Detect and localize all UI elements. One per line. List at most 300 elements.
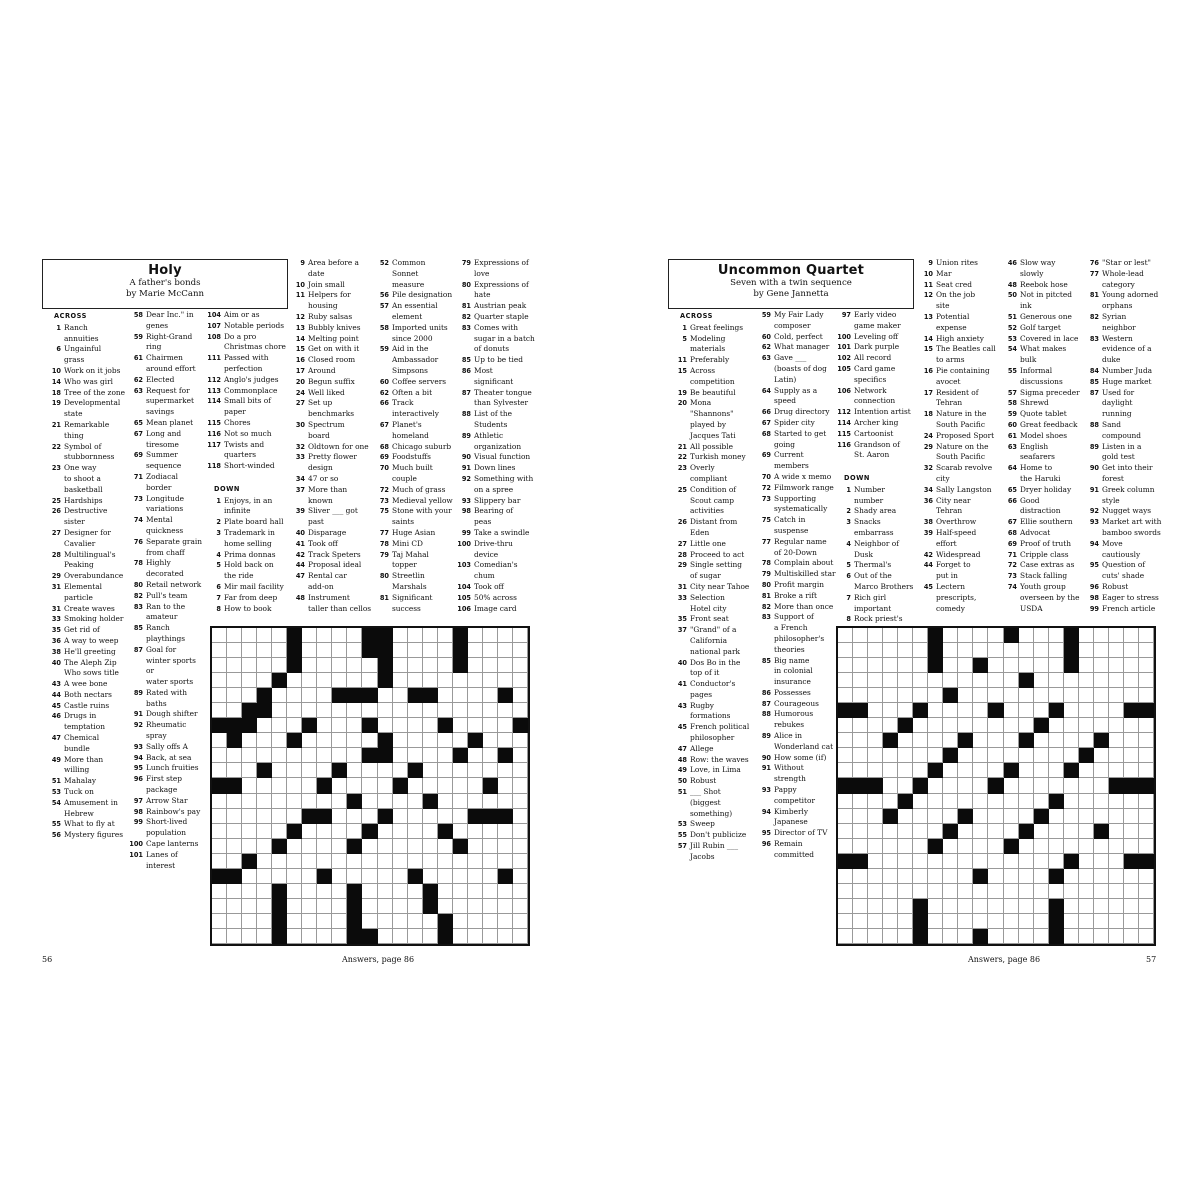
grid-cell[interactable] (317, 899, 332, 914)
grid-cell[interactable] (1034, 688, 1049, 703)
grid-cell[interactable] (513, 914, 528, 929)
clue-item[interactable] (1002, 485, 1084, 496)
grid-cell[interactable] (332, 643, 347, 658)
clue-item[interactable] (672, 668, 756, 679)
clue-item[interactable] (128, 828, 206, 839)
grid-cell[interactable] (212, 748, 227, 763)
clue-item[interactable] (756, 720, 836, 731)
grid-cell[interactable] (1139, 794, 1154, 809)
grid-cell[interactable] (227, 643, 242, 658)
grid-cell[interactable] (302, 763, 317, 778)
grid-cell[interactable] (958, 869, 973, 884)
grid-cell[interactable] (1139, 733, 1154, 748)
grid-cell[interactable] (913, 718, 928, 733)
clue-item[interactable] (918, 301, 1002, 312)
clue-item[interactable] (756, 558, 836, 569)
grid-cell[interactable] (1019, 643, 1034, 658)
grid-cell[interactable] (408, 673, 423, 688)
grid-cell[interactable] (1139, 643, 1154, 658)
clue-item[interactable] (374, 420, 458, 431)
grid-cell[interactable] (453, 824, 468, 839)
grid-cell[interactable] (347, 628, 362, 643)
grid-cell[interactable] (1094, 658, 1109, 673)
grid-cell[interactable] (242, 658, 257, 673)
grid-cell[interactable] (393, 643, 408, 658)
clue-item[interactable] (374, 528, 458, 539)
clue-item[interactable] (456, 474, 542, 485)
grid-cell[interactable] (257, 914, 272, 929)
grid-cell[interactable] (393, 763, 408, 778)
clue-item[interactable] (128, 450, 206, 461)
grid-cell[interactable] (272, 794, 287, 809)
grid-cell[interactable] (883, 869, 898, 884)
grid-cell[interactable] (378, 688, 393, 703)
grid-cell[interactable] (1094, 703, 1109, 718)
grid-cell[interactable] (898, 884, 913, 899)
clue-item[interactable] (756, 461, 836, 472)
grid-cell[interactable] (1004, 688, 1019, 703)
clue-item[interactable] (206, 506, 286, 517)
grid-cell[interactable] (272, 854, 287, 869)
grid-cell[interactable] (498, 673, 513, 688)
grid-cell[interactable] (513, 778, 528, 793)
clue-item[interactable] (456, 334, 542, 345)
clue-item[interactable] (672, 517, 756, 528)
grid-cell[interactable] (1139, 824, 1154, 839)
clue-item[interactable] (456, 517, 542, 528)
clue-item[interactable] (918, 571, 1002, 582)
clue-item[interactable] (128, 375, 206, 386)
grid-cell[interactable] (212, 914, 227, 929)
clue-item[interactable] (374, 312, 458, 323)
clue-item[interactable] (756, 515, 836, 526)
grid-cell[interactable] (853, 748, 868, 763)
grid-cell[interactable] (287, 778, 302, 793)
clue-item[interactable] (672, 485, 756, 496)
grid-cell[interactable] (272, 809, 287, 824)
grid-cell[interactable] (332, 628, 347, 643)
clue-item[interactable] (290, 398, 374, 409)
clue-item[interactable] (672, 604, 756, 615)
grid-cell[interactable] (1124, 824, 1139, 839)
clue-item[interactable] (128, 342, 206, 353)
grid-cell[interactable] (287, 688, 302, 703)
clue-item[interactable] (46, 679, 128, 690)
grid-cell[interactable] (513, 733, 528, 748)
grid-cell[interactable] (928, 884, 943, 899)
grid-cell[interactable] (242, 688, 257, 703)
grid-cell[interactable] (1004, 748, 1019, 763)
grid-cell[interactable] (453, 899, 468, 914)
grid-cell[interactable] (1124, 899, 1139, 914)
grid-cell[interactable] (257, 673, 272, 688)
clue-item[interactable] (46, 334, 128, 345)
grid-cell[interactable] (257, 899, 272, 914)
clue-item[interactable] (46, 571, 128, 582)
clue-item[interactable] (836, 582, 916, 593)
clue-item[interactable] (290, 269, 374, 280)
clue-item[interactable] (46, 528, 128, 539)
clue-item[interactable] (456, 344, 542, 355)
grid-cell[interactable] (408, 778, 423, 793)
clue-item[interactable] (672, 506, 756, 517)
clue-item[interactable] (918, 334, 1002, 345)
grid-cell[interactable] (883, 703, 898, 718)
clue-item[interactable] (672, 431, 756, 442)
grid-cell[interactable] (1094, 673, 1109, 688)
clue-item[interactable] (1084, 550, 1168, 561)
clue-item[interactable] (206, 386, 286, 397)
clue-item[interactable] (46, 722, 128, 733)
grid-cell[interactable] (408, 718, 423, 733)
grid-cell[interactable] (272, 748, 287, 763)
grid-cell[interactable] (498, 658, 513, 673)
grid-cell[interactable] (1124, 748, 1139, 763)
grid-cell[interactable] (913, 794, 928, 809)
grid-cell[interactable] (212, 809, 227, 824)
clue-item[interactable] (918, 290, 1002, 301)
clue-item[interactable] (1002, 312, 1084, 323)
grid-cell[interactable] (423, 763, 438, 778)
grid-cell[interactable] (408, 794, 423, 809)
grid-cell[interactable] (468, 703, 483, 718)
clue-item[interactable] (836, 461, 916, 472)
grid-cell[interactable] (302, 824, 317, 839)
grid-cell[interactable] (513, 688, 528, 703)
grid-cell[interactable] (958, 673, 973, 688)
grid-cell[interactable] (853, 809, 868, 824)
clue-item[interactable] (756, 483, 836, 494)
clue-item[interactable] (672, 355, 756, 366)
grid-cell[interactable] (302, 748, 317, 763)
clue-item[interactable] (290, 560, 374, 571)
clue-item[interactable] (756, 796, 836, 807)
clue-item[interactable] (1002, 604, 1084, 615)
grid-cell[interactable] (1124, 763, 1139, 778)
grid-cell[interactable] (1064, 703, 1079, 718)
grid-cell[interactable] (928, 794, 943, 809)
clue-item[interactable] (46, 604, 128, 615)
grid-cell[interactable] (438, 733, 453, 748)
grid-cell[interactable] (302, 643, 317, 658)
grid-cell[interactable] (362, 914, 377, 929)
grid-cell[interactable] (1034, 839, 1049, 854)
clue-item[interactable] (1002, 539, 1084, 550)
clue-item[interactable] (456, 463, 542, 474)
grid-cell[interactable] (898, 733, 913, 748)
grid-cell[interactable] (1049, 763, 1064, 778)
clue-item[interactable] (756, 364, 836, 375)
grid-cell[interactable] (1034, 628, 1049, 643)
grid-cell[interactable] (257, 884, 272, 899)
grid-cell[interactable] (302, 733, 317, 748)
grid-cell[interactable] (943, 628, 958, 643)
grid-cell[interactable] (227, 673, 242, 688)
clue-item[interactable] (46, 366, 128, 377)
clue-item[interactable] (836, 418, 916, 429)
grid-cell[interactable] (1109, 673, 1124, 688)
clue-item[interactable] (46, 765, 128, 776)
grid-cell[interactable] (408, 658, 423, 673)
grid-cell[interactable] (1004, 733, 1019, 748)
clue-item[interactable] (756, 396, 836, 407)
grid-cell[interactable] (408, 884, 423, 899)
clue-item[interactable] (128, 774, 206, 785)
clue-item[interactable] (206, 396, 286, 407)
grid-cell[interactable] (393, 899, 408, 914)
grid-cell[interactable] (378, 854, 393, 869)
grid-cell[interactable] (287, 794, 302, 809)
grid-cell[interactable] (868, 703, 883, 718)
grid-cell[interactable] (853, 733, 868, 748)
clue-item[interactable] (46, 711, 128, 722)
grid-cell[interactable] (513, 748, 528, 763)
grid-cell[interactable] (332, 673, 347, 688)
grid-cell[interactable] (332, 899, 347, 914)
clue-item[interactable] (918, 323, 1002, 334)
grid-cell[interactable] (227, 628, 242, 643)
clue-item[interactable] (836, 342, 916, 353)
grid-cell[interactable] (317, 718, 332, 733)
clue-item[interactable] (1002, 528, 1084, 539)
clue-item[interactable] (756, 440, 836, 451)
clue-item[interactable] (918, 485, 1002, 496)
grid-cell[interactable] (1004, 643, 1019, 658)
clue-item[interactable] (1084, 571, 1168, 582)
grid-cell[interactable] (1139, 748, 1154, 763)
clue-item[interactable] (756, 645, 836, 656)
clue-item[interactable] (46, 701, 128, 712)
clue-item[interactable] (290, 366, 374, 377)
grid-cell[interactable] (883, 824, 898, 839)
clue-item[interactable] (128, 623, 206, 634)
grid-cell[interactable] (943, 899, 958, 914)
grid-cell[interactable] (438, 703, 453, 718)
clue-item[interactable] (756, 688, 836, 699)
grid-cell[interactable] (332, 794, 347, 809)
grid-cell[interactable] (838, 899, 853, 914)
clue-item[interactable] (456, 485, 542, 496)
grid-cell[interactable] (423, 703, 438, 718)
clue-item[interactable] (672, 344, 756, 355)
grid-cell[interactable] (988, 839, 1003, 854)
clue-item[interactable] (756, 353, 836, 364)
grid-cell[interactable] (423, 673, 438, 688)
grid-cell[interactable] (853, 869, 868, 884)
grid-cell[interactable] (898, 899, 913, 914)
grid-cell[interactable] (302, 628, 317, 643)
grid-cell[interactable] (928, 914, 943, 929)
grid-cell[interactable] (988, 748, 1003, 763)
grid-cell[interactable] (1124, 643, 1139, 658)
clue-item[interactable] (46, 485, 128, 496)
clue-item[interactable] (1002, 388, 1084, 399)
clue-item[interactable] (456, 528, 542, 539)
grid-cell[interactable] (438, 778, 453, 793)
clue-item[interactable] (1002, 344, 1084, 355)
grid-cell[interactable] (483, 854, 498, 869)
grid-cell[interactable] (227, 884, 242, 899)
grid-cell[interactable] (513, 929, 528, 944)
grid-cell[interactable] (212, 854, 227, 869)
grid-cell[interactable] (393, 869, 408, 884)
clue-item[interactable] (128, 515, 206, 526)
clue-item[interactable] (918, 496, 1002, 507)
grid-cell[interactable] (317, 794, 332, 809)
clue-item[interactable] (756, 537, 836, 548)
clue-item[interactable] (672, 744, 756, 755)
clue-item[interactable] (290, 280, 374, 291)
clue-item[interactable] (918, 560, 1002, 571)
grid-cell[interactable] (973, 688, 988, 703)
clue-item[interactable] (1084, 517, 1168, 528)
grid-cell[interactable] (332, 809, 347, 824)
clue-item[interactable] (128, 602, 206, 613)
grid-cell[interactable] (438, 794, 453, 809)
clue-item[interactable] (46, 776, 128, 787)
clue-item[interactable] (756, 332, 836, 343)
clue-item[interactable] (290, 301, 374, 312)
clue-item[interactable] (374, 474, 458, 485)
grid-cell[interactable] (498, 899, 513, 914)
grid-cell[interactable] (1109, 628, 1124, 643)
grid-cell[interactable] (362, 809, 377, 824)
grid-cell[interactable] (1079, 778, 1094, 793)
grid-cell[interactable] (468, 643, 483, 658)
grid-cell[interactable] (853, 794, 868, 809)
grid-cell[interactable] (868, 839, 883, 854)
grid-cell[interactable] (468, 688, 483, 703)
clue-item[interactable] (1084, 420, 1168, 431)
grid-cell[interactable] (468, 628, 483, 643)
clue-item[interactable] (756, 342, 836, 353)
clue-item[interactable] (46, 517, 128, 528)
grid-cell[interactable] (272, 718, 287, 733)
grid-cell[interactable] (958, 778, 973, 793)
grid-cell[interactable] (332, 839, 347, 854)
clue-item[interactable] (290, 474, 374, 485)
clue-item[interactable] (836, 386, 916, 397)
clue-item[interactable] (46, 755, 128, 766)
grid-cell[interactable] (332, 929, 347, 944)
grid-cell[interactable] (898, 748, 913, 763)
grid-cell[interactable] (1079, 718, 1094, 733)
grid-cell[interactable] (347, 748, 362, 763)
clue-item[interactable] (46, 668, 128, 679)
grid-cell[interactable] (317, 643, 332, 658)
grid-cell[interactable] (438, 854, 453, 869)
clue-item[interactable] (46, 496, 128, 507)
grid-cell[interactable] (227, 688, 242, 703)
clue-item[interactable] (756, 828, 836, 839)
grid-cell[interactable] (1049, 733, 1064, 748)
clue-item[interactable] (290, 388, 374, 399)
grid-cell[interactable] (438, 628, 453, 643)
grid-cell[interactable] (838, 809, 853, 824)
grid-cell[interactable] (483, 884, 498, 899)
grid-cell[interactable] (913, 763, 928, 778)
clue-item[interactable] (918, 528, 1002, 539)
clue-item[interactable] (290, 431, 374, 442)
grid-cell[interactable] (838, 929, 853, 944)
clue-item[interactable] (456, 550, 542, 561)
grid-cell[interactable] (242, 914, 257, 929)
clue-item[interactable] (756, 602, 836, 613)
grid-cell[interactable] (453, 763, 468, 778)
grid-cell[interactable] (1124, 809, 1139, 824)
grid-cell[interactable] (317, 884, 332, 899)
grid-cell[interactable] (1049, 839, 1064, 854)
grid-cell[interactable] (317, 628, 332, 643)
clue-item[interactable] (290, 290, 374, 301)
grid-cell[interactable] (1079, 839, 1094, 854)
clue-item[interactable] (836, 321, 916, 332)
clue-item[interactable] (206, 582, 286, 593)
grid-cell[interactable] (928, 929, 943, 944)
clue-item[interactable] (46, 452, 128, 463)
grid-cell[interactable] (287, 899, 302, 914)
clue-item[interactable] (756, 504, 836, 515)
grid-cell[interactable] (838, 658, 853, 673)
grid-cell[interactable] (1139, 929, 1154, 944)
grid-cell[interactable] (468, 794, 483, 809)
grid-cell[interactable] (1094, 929, 1109, 944)
grid-cell[interactable] (468, 673, 483, 688)
clue-item[interactable] (756, 407, 836, 418)
grid-cell[interactable] (1109, 658, 1124, 673)
grid-cell[interactable] (1034, 733, 1049, 748)
grid-cell[interactable] (498, 914, 513, 929)
grid-cell[interactable] (1019, 929, 1034, 944)
grid-cell[interactable] (1139, 718, 1154, 733)
grid-cell[interactable] (362, 869, 377, 884)
grid-cell[interactable] (438, 643, 453, 658)
clue-item[interactable] (836, 593, 916, 604)
grid-cell[interactable] (958, 854, 973, 869)
grid-cell[interactable] (1124, 628, 1139, 643)
grid-cell[interactable] (868, 884, 883, 899)
grid-cell[interactable] (393, 658, 408, 673)
grid-cell[interactable] (1019, 688, 1034, 703)
grid-cell[interactable] (347, 643, 362, 658)
grid-cell[interactable] (958, 824, 973, 839)
grid-cell[interactable] (423, 914, 438, 929)
grid-cell[interactable] (1049, 643, 1064, 658)
grid-cell[interactable] (498, 718, 513, 733)
grid-cell[interactable] (408, 899, 423, 914)
grid-cell[interactable] (928, 899, 943, 914)
grid-cell[interactable] (378, 839, 393, 854)
grid-cell[interactable] (853, 718, 868, 733)
clue-item[interactable] (836, 571, 916, 582)
clue-item[interactable] (1002, 496, 1084, 507)
grid-cell[interactable] (212, 794, 227, 809)
clue-item[interactable] (456, 269, 542, 280)
clue-item[interactable] (1084, 582, 1168, 593)
grid-cell[interactable] (883, 914, 898, 929)
grid-cell[interactable] (423, 824, 438, 839)
clue-item[interactable] (290, 334, 374, 345)
clue-item[interactable] (374, 517, 458, 528)
clue-item[interactable] (374, 366, 458, 377)
grid-cell[interactable] (973, 718, 988, 733)
grid-cell[interactable] (468, 869, 483, 884)
clue-item[interactable] (918, 388, 1002, 399)
grid-cell[interactable] (483, 794, 498, 809)
grid-cell[interactable] (928, 809, 943, 824)
grid-cell[interactable] (988, 718, 1003, 733)
grid-cell[interactable] (898, 929, 913, 944)
